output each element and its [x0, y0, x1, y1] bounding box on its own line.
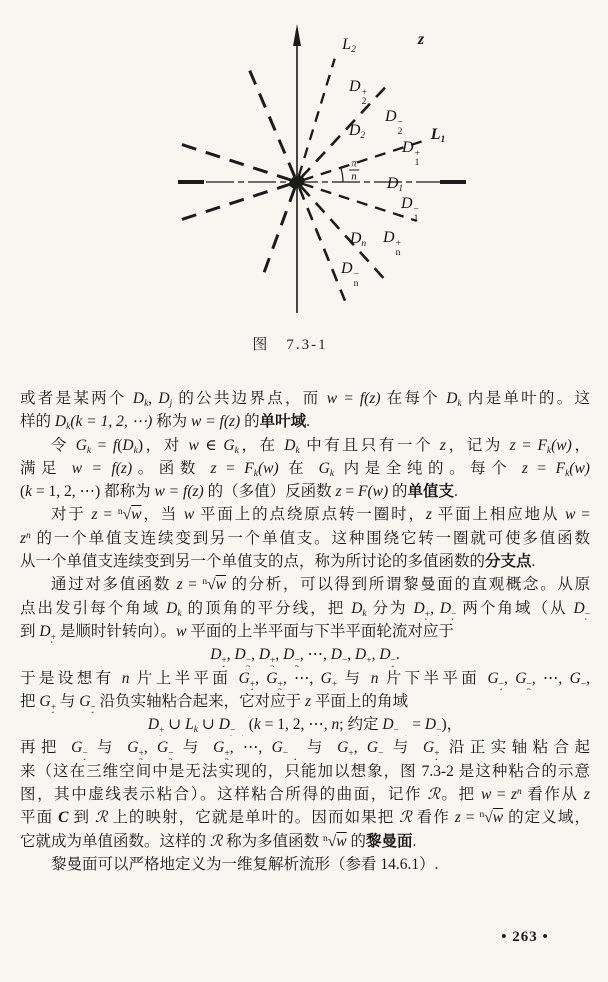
figure-ray-113deg	[246, 62, 294, 176]
figure-ray-47deg	[301, 84, 388, 178]
figure-label-D1-minus: D − 1	[401, 195, 419, 224]
text-line: 满足 w = f(z)。函数 $z = F_k(w)$ 在 $G_k$ 内是全纯的。每个 $z = F_k(w)$	[20, 459, 590, 479]
text-line: 对于 z = $^n$√w，当 w 平面上的点绕原点转一圈时，z 平面上相应地从 w =	[51, 506, 590, 524]
figure-label-D1-plus: D + 1	[402, 139, 420, 168]
text-line: 图，其中虚线表示粘合）。这样粘合所得的曲面，记作 ℛ。把 $w = z^n$ 看作从 z	[20, 786, 590, 804]
figure-ray-198deg	[180, 184, 291, 220]
text-line: 通过对多值函数 z = $^n$√w 的分析，可以得到所谓黎曼面的直观概念。从原	[51, 576, 590, 594]
figure-label-Dn-plus: D + n	[383, 229, 401, 258]
text-line: 黎曼面可以严格地定义为一维复解析流形（参看 14.6.1）.	[51, 855, 439, 873]
text-line: $z^n$ 的一个单值支连续变到另一个单值支。这种围绕它转一圈就可使多值函数	[20, 529, 590, 547]
figure-label-L1: $L_1$	[430, 126, 446, 145]
text-line: 平面 C 到 ℛ 上的映射，它就是单叶的。因而如果把 ℛ 看作 z = $^n$√w 的定义域，	[20, 809, 590, 827]
star-diagram-svg	[0, 0, 608, 360]
text-line: 令 $G_k = f(D_k)$，对 w ∈ $G_k$，在 $D_k$ 中有且只有一个 z，记为 $z = F_k(w)$，	[51, 436, 590, 456]
figure-label-D2-minus: D − 2	[385, 108, 403, 137]
page-number: • 263 •	[501, 929, 549, 945]
angle-arc	[341, 168, 343, 182]
text-line: 它就成为单值函数。这样的 ℛ 称为多值函数 $^n$√w 的黎曼面.	[20, 832, 417, 850]
text-line: 于是设想有 n 片上半平面 G + , G + , ⋯, G + 与 n 片下半平面 G − , G − , ⋯, G − ,	[20, 669, 590, 690]
figure-label-Dn-minus: D − n	[341, 260, 359, 289]
text-line: (k = 1, 2, ⋯) 都称为 w = f(z) 的（多值）反函数 z = F(w) 的单值支.	[20, 483, 458, 501]
text-line: 样的 $D_k(k = 1$, 2, ⋯) 称为 w = f(z) 的单叶域.	[20, 413, 310, 433]
text-line: 来（这在三维空间中是无法实现的，只能加以想象，图 7.3-2 是这种粘合的示意	[20, 762, 590, 780]
figure-label-Dn: $D_n$	[349, 230, 367, 249]
figure-label-D2-plus: D + 2	[349, 78, 367, 107]
text-line: 到 D + 是顺时针转向）。w 平面的上半平面与下半平面轮流对应于	[20, 622, 454, 643]
text-line: 或者是某两个 $D_k$, $D_j$ 的公共边界点，而 w = f(z) 在每个 $D_k$ 内是单叶的。这	[20, 390, 590, 409]
text-line: D + , D − , D + , D − , ⋯, D − , D + , D − .	[210, 646, 400, 667]
figure-label-D2: $D_2$	[348, 122, 366, 141]
figure-caption: 图 7.3-1	[252, 337, 328, 353]
figure-ray-162deg	[179, 144, 291, 180]
axis-arrow-icon	[293, 24, 301, 46]
figure-ray-73deg	[299, 59, 335, 177]
figure-7-3-1	[0, 0, 608, 370]
figure-ray-292deg	[299, 188, 345, 301]
figure-label-L2: $L_2$	[342, 36, 356, 55]
figure-ray-250deg	[262, 188, 294, 277]
text-line: D + ∪ $L_k$ ∪ D − (k = 1, 2, ⋯, n; 约定 D − = D − )，	[147, 716, 463, 737]
text-line: 再把 G − 与 G + , G − 与 G + , ⋯, G − 与 G + , G − 与 G + 沿正实轴粘合起	[20, 739, 590, 760]
angle-label-pi-over-n: $\frac{\pi}{n}$	[351, 157, 357, 183]
figure-label-z-plane: z	[417, 31, 425, 48]
text-line: 把 G + 与 G − 沿负实轴粘合起来，它对应于 z 平面上的角域	[20, 692, 408, 713]
text-line: 点出发引每个角域 $D_k$ 的顶角的平分线，把 $D_k$ 分为 D + , D − 两个角域（从 D −	[20, 599, 590, 620]
figure-label-D1: $D_1$	[386, 175, 404, 194]
text-line: 从一个单值支连续变到另一个单值支的点，称为所讨论的多值函数的分支点.	[20, 553, 536, 571]
body-text	[20, 387, 590, 876]
